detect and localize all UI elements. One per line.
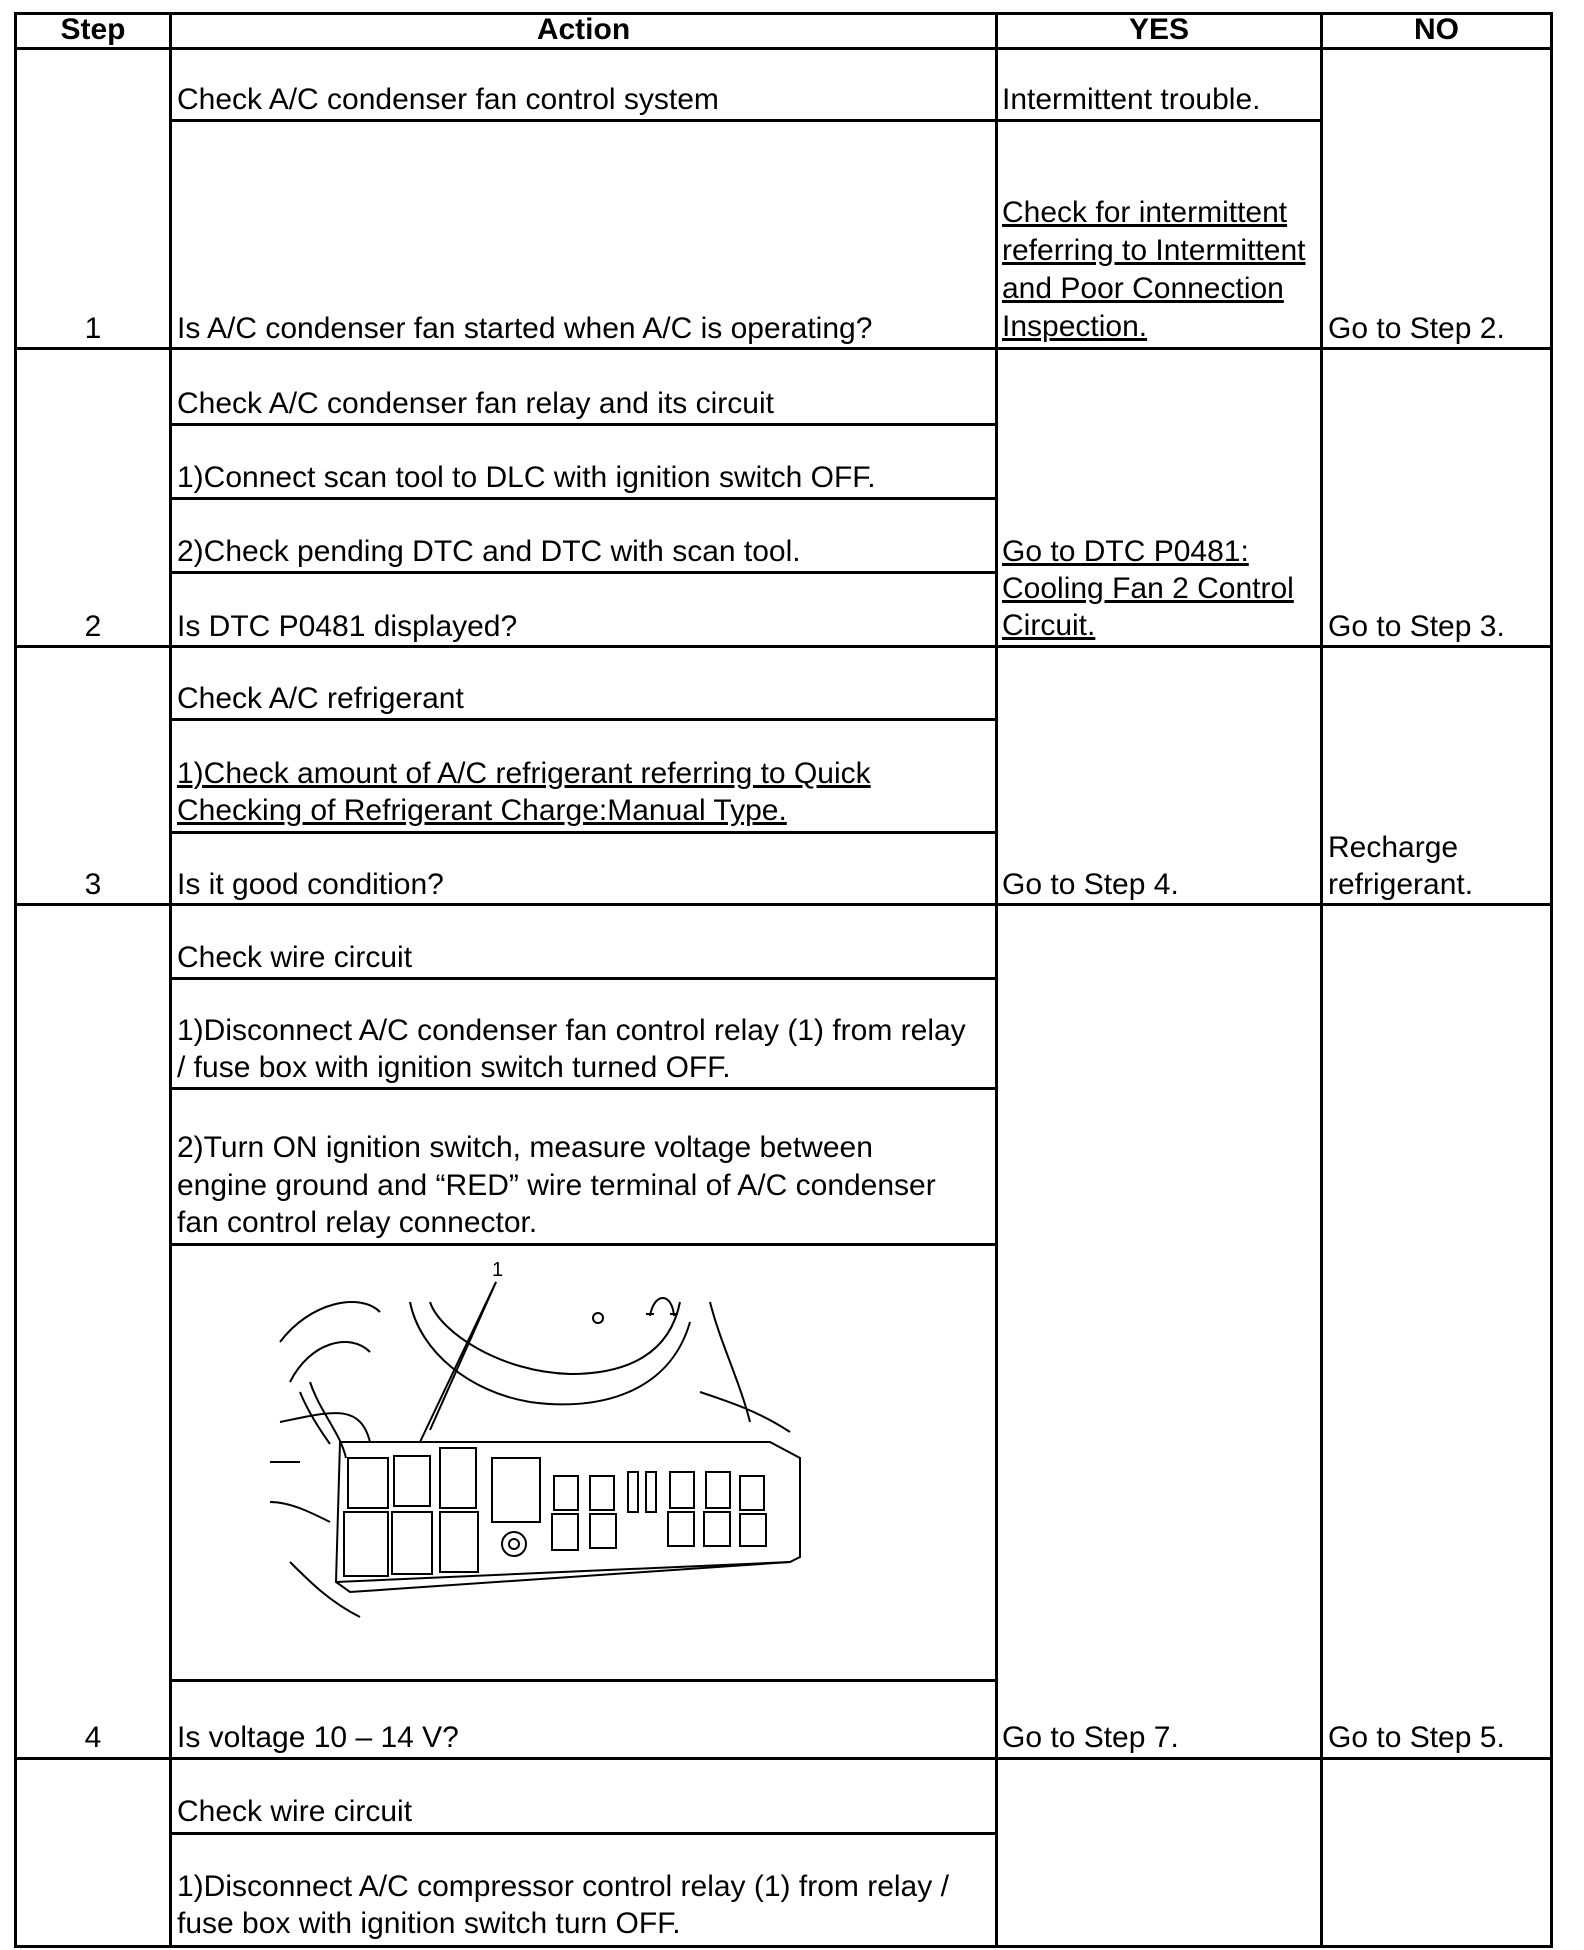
figure-clip	[646, 1298, 678, 1316]
figure-fuse-5	[628, 1472, 638, 1512]
figure-fuse-11	[740, 1476, 764, 1510]
figure-fuse-7	[670, 1472, 694, 1508]
step3-question: Is it good condition?	[177, 868, 444, 901]
step3-title: Check A/C refrigerant	[177, 682, 464, 715]
step5-sub1-line2: fuse box with ignition switch turn OFF.	[177, 1907, 681, 1940]
relay-fuse-box-figure	[270, 1262, 850, 1622]
step2-divider-c	[169, 571, 998, 574]
step3-sub-link-line2[interactable]: Checking of Refrigerant Charge:Manual Type.	[177, 794, 787, 827]
figure-fuse-circle-inner	[509, 1539, 519, 1549]
step5-sub1-line1: 1)Disconnect A/C compressor control relay (1) from relay /	[177, 1870, 949, 1903]
header-action: Action	[536, 13, 631, 46]
step2-number: 2	[84, 610, 102, 643]
step3-yes: Go to Step 4.	[1002, 868, 1179, 901]
figure-relay-5	[440, 1448, 476, 1508]
step1-title-result: Intermittent trouble.	[1002, 83, 1261, 116]
step3-sub-link-line1[interactable]: 1)Check amount of A/C refrigerant referring to Quick	[177, 757, 871, 790]
step1-question: Is A/C condenser fan started when A/C is operating?	[177, 312, 873, 345]
figure-wires	[270, 1382, 346, 1522]
figure-engine-curves	[280, 1302, 790, 1617]
step4-divider-b	[169, 1087, 998, 1090]
figure-box-edge	[336, 1562, 790, 1582]
figure-fuse-2	[552, 1514, 578, 1550]
step4-divider-d	[169, 1679, 998, 1682]
table-right-border	[1550, 12, 1553, 1948]
step2-yes-link-line3[interactable]: Circuit.	[1002, 609, 1096, 642]
step1-title-divider	[169, 119, 1323, 122]
step3-divider-b	[169, 831, 998, 834]
step4-no: Go to Step 5.	[1328, 1721, 1505, 1754]
step1-title: Check A/C condenser fan control system	[177, 83, 719, 116]
step4-title: Check wire circuit	[177, 941, 413, 974]
step3-no-line2: refrigerant.	[1328, 868, 1474, 901]
step2-sub2: 2)Check pending DTC and DTC with scan tool.	[177, 535, 801, 568]
step2-question: Is DTC P0481 displayed?	[177, 610, 518, 643]
step4-yes: Go to Step 7.	[1002, 1721, 1179, 1754]
step4-sub1-line1: 1)Disconnect A/C condenser fan control relay (1) from relay	[177, 1014, 966, 1047]
col-divider-action	[995, 12, 998, 1948]
step4-sub2-line3: fan control relay connector.	[177, 1206, 538, 1239]
figure-fuse-circle	[502, 1532, 526, 1556]
figure-fuse-3	[590, 1476, 614, 1510]
step2-no: Go to Step 3.	[1328, 610, 1505, 643]
step3-number: 3	[84, 868, 102, 901]
step1-yes-link-line1[interactable]: Check for intermittent	[1002, 196, 1288, 229]
step2-yes-link-line2[interactable]: Cooling Fan 2 Control	[1002, 572, 1294, 605]
figure-fuse-10	[704, 1512, 730, 1546]
figure-relay-6	[440, 1512, 478, 1572]
table-left-border	[14, 12, 17, 1948]
step2-yes-link-line1[interactable]: Go to DTC P0481:	[1002, 535, 1249, 568]
step5-title: Check wire circuit	[177, 1795, 413, 1828]
step5-divider-a	[169, 1832, 998, 1835]
step3-divider-a	[169, 718, 998, 721]
step2-title: Check A/C condenser fan relay and its circuit	[177, 387, 774, 420]
step2-divider-b	[169, 497, 998, 500]
figure-fuse-4	[590, 1514, 616, 1548]
figure-fuse-6	[646, 1472, 656, 1512]
header-yes: YES	[1128, 13, 1190, 46]
figure-callout-label: 1	[492, 1262, 504, 1281]
row-divider-4-5	[14, 1757, 1553, 1760]
step2-divider-a	[169, 423, 998, 426]
step4-divider-a	[169, 977, 998, 980]
step1-number: 1	[84, 312, 102, 345]
step4-sub1-line2: / fuse box with ignition switch turned OFF.	[177, 1051, 731, 1084]
figure-relay-1[interactable]	[348, 1458, 388, 1508]
figure-fuse-9	[706, 1472, 730, 1508]
step1-yes-link-line2[interactable]: referring to Intermittent	[1002, 234, 1306, 267]
step1-no: Go to Step 2.	[1328, 312, 1505, 345]
step4-question: Is voltage 10 – 14 V?	[177, 1721, 459, 1754]
figure-relay-3	[394, 1456, 430, 1506]
step3-no-line1: Recharge	[1328, 831, 1459, 864]
figure-fuse-8	[668, 1512, 694, 1546]
figure-bolt-hole	[593, 1313, 603, 1323]
step1-yes-link-line3[interactable]: and Poor Connection	[1002, 272, 1284, 305]
figure-fuse-1	[554, 1476, 578, 1510]
figure-relay-2	[344, 1512, 388, 1576]
col-divider-yes	[1320, 12, 1323, 1948]
header-step: Step	[60, 13, 126, 46]
step4-sub2-line1: 2)Turn ON ignition switch, measure voltage between	[177, 1131, 873, 1164]
figure-relay-7	[492, 1458, 540, 1522]
step4-divider-c	[169, 1243, 998, 1246]
step1-yes-link-line4[interactable]: Inspection.	[1002, 310, 1148, 343]
step4-sub2-line2: engine ground and “RED” wire terminal of A/C condenser	[177, 1169, 936, 1202]
figure-relay-4	[392, 1512, 432, 1574]
header-no: NO	[1414, 13, 1459, 46]
step4-number: 4	[84, 1721, 102, 1754]
figure-fuse-12	[740, 1514, 766, 1546]
figure-fuse-row	[552, 1472, 766, 1550]
col-divider-step	[169, 12, 172, 1948]
step2-sub1: 1)Connect scan tool to DLC with ignition switch OFF.	[177, 461, 876, 494]
